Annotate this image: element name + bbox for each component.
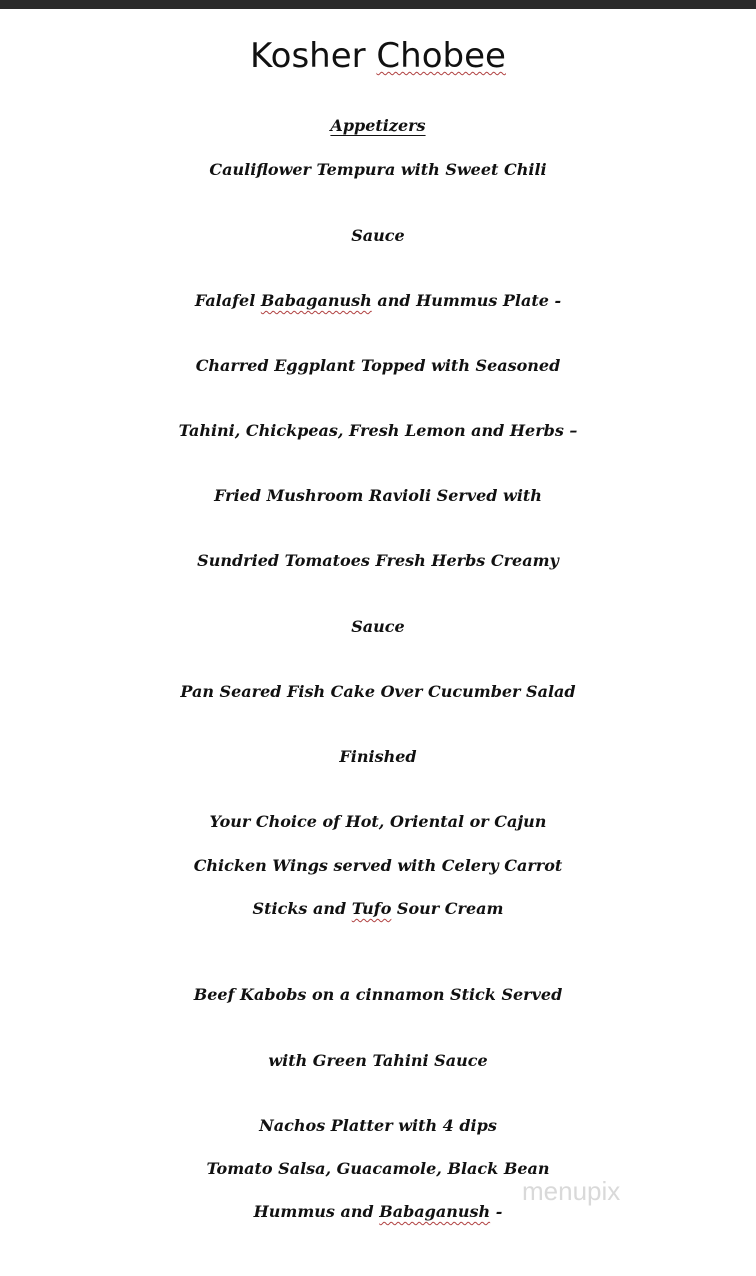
menu-line-1: Cauliflower Tempura with Sweet Chili bbox=[209, 160, 547, 179]
menu-line-14: Beef Kabobs on a cinnamon Stick Served bbox=[193, 985, 563, 1004]
line-18-flagged-word: Babaganush bbox=[379, 1202, 491, 1221]
menu-line-13 bbox=[0, 899, 756, 918]
line-18-post: - bbox=[490, 1202, 503, 1221]
menu-line-7: Sundried Tomatoes Fresh Herbs Creamy bbox=[197, 551, 559, 570]
menu-line-16: Nachos Platter with 4 dips bbox=[259, 1116, 497, 1135]
menu-line-15: with Green Tahini Sauce bbox=[268, 1051, 488, 1070]
line-13-post: Sour Cream bbox=[391, 899, 504, 918]
menu-line-3 bbox=[0, 291, 756, 310]
line-18-pre: Hummus and bbox=[253, 1202, 380, 1221]
menu-line-11: Your Choice of Hot, Oriental or Cajun bbox=[209, 812, 547, 831]
document-title bbox=[0, 36, 756, 76]
menu-line-8: Sauce bbox=[351, 617, 405, 636]
menu-line-12: Chicken Wings served with Celery Carrot bbox=[193, 856, 563, 875]
menupix-watermark: menupix bbox=[522, 1176, 621, 1206]
line-3-flagged-word: Babaganush bbox=[260, 291, 372, 310]
title-prefix: Kosher bbox=[250, 36, 377, 76]
line-3-post: and Hummus Plate - bbox=[371, 291, 562, 310]
menu-line-18 bbox=[0, 1202, 756, 1221]
menu-line-9: Pan Seared Fish Cake Over Cucumber Salad bbox=[180, 682, 576, 701]
line-3-pre: Falafel bbox=[194, 291, 261, 310]
top-bar bbox=[0, 0, 756, 9]
appetizers-heading: Appetizers bbox=[330, 116, 426, 135]
menu-line-6: Fried Mushroom Ravioli Served with bbox=[214, 486, 542, 505]
menu-line-2: Sauce bbox=[351, 226, 405, 245]
title-flagged-word: Chobee bbox=[376, 36, 506, 76]
line-13-flagged-word: Tufo bbox=[351, 899, 392, 918]
menu-line-10: Finished bbox=[339, 747, 417, 766]
menu-line-4: Charred Eggplant Topped with Seasoned bbox=[195, 356, 561, 375]
menu-line-17: Tomato Salsa, Guacamole, Black Bean bbox=[206, 1159, 550, 1178]
line-13-pre: Sticks and bbox=[252, 899, 352, 918]
section-heading bbox=[0, 116, 756, 135]
menu-line-5: Tahini, Chickpeas, Fresh Lemon and Herbs – bbox=[178, 421, 578, 440]
